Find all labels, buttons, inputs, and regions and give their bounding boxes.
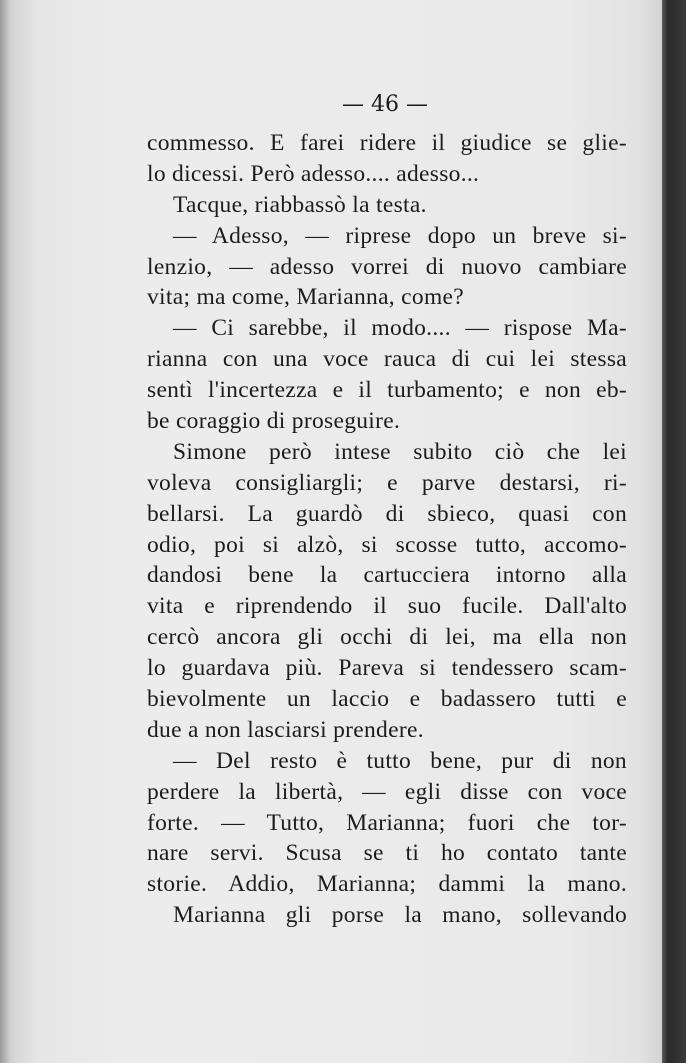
- text-line: be coraggio di proseguire.: [147, 408, 401, 435]
- text-line: — Ci sarebbe, il modo.... — rispose Ma-: [173, 315, 627, 342]
- text-line: voleva consigliargli; e parve destarsi, ri-: [147, 469, 627, 496]
- text-line: lo dicessi. Però adesso.... adesso...: [147, 160, 480, 187]
- page-gutter-shadow: [0, 0, 10, 1063]
- text-line: bievolmente un laccio e badassero tutti e: [147, 686, 627, 713]
- text-line: nare servi. Scusa se ti ho contato tante: [147, 840, 627, 867]
- body-text: [147, 128, 627, 931]
- text-line: Simone però intese subito ciò che lei: [173, 438, 627, 465]
- text-line: lo guardava più. Pareva si tendessero scam-: [147, 655, 627, 682]
- text-line: vita; ma come, Marianna, come?: [147, 284, 464, 311]
- text-line: commesso. E farei ridere il giudice se glie-: [147, 130, 627, 156]
- text-line: perdere la libertà, — egli disse con voce: [147, 778, 627, 805]
- text-line: vita e riprendendo il suo fucile. Dall'alto: [147, 593, 627, 620]
- text-line: Marianna gli porse la mano, sollevando: [173, 902, 627, 929]
- text-line: bellarsi. La guardò di sbieco, quasi con: [147, 500, 627, 527]
- text-line: forte. — Tutto, Marianna; fuori che tor-: [147, 809, 627, 836]
- text-line: due a non lasciarsi prendere.: [147, 716, 424, 743]
- text-line: rianna con una voce rauca di cui lei stessa: [147, 346, 627, 373]
- text-line: dandosi bene la cartucciera intorno alla: [147, 562, 627, 589]
- text-line: — Adesso, — riprese dopo un breve si-: [173, 222, 627, 249]
- text-line: — Del resto è tutto bene, pur di non: [173, 747, 627, 774]
- text-line: storie. Addio, Marianna; dammi la mano.: [147, 871, 627, 898]
- text-line: cercò ancora gli occhi di lei, ma ella non: [147, 624, 627, 651]
- text-line: lenzio, — adesso vorrei di nuovo cambiare: [147, 253, 627, 280]
- text-line: Tacque, riabbassò la testa.: [173, 191, 427, 218]
- page-edge-shadow: [662, 0, 686, 1063]
- page-number: — 46 —: [342, 92, 428, 117]
- text-line: odio, poi si alzò, si scosse tutto, accomo-: [147, 531, 627, 558]
- text-line: sentì l'incertezza e il turbamento; e non eb-: [147, 377, 627, 404]
